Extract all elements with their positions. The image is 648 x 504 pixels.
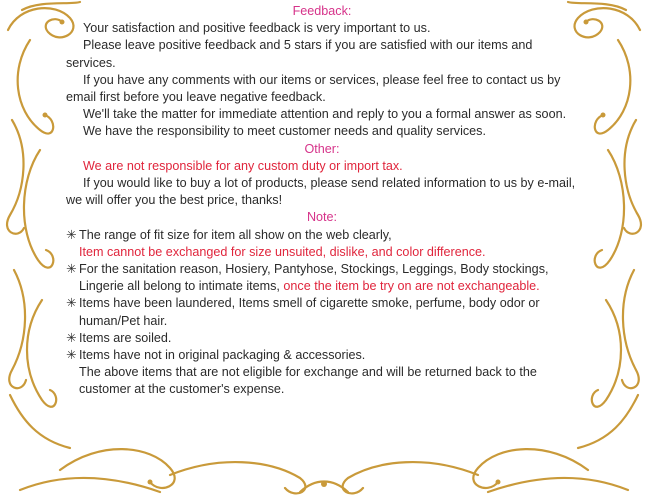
asterisk-icon: ✳	[66, 330, 77, 345]
tax-disclaimer: We are not responsible for any custom duty or import tax.	[83, 158, 403, 173]
feedback-paragraph: Your satisfaction and positive feedback is very important to us.	[83, 21, 431, 36]
feedback-paragraph: If you have any comments with our items or services, please feel free to contact us by email first before you leave negative feedback.	[66, 72, 561, 105]
note-item-text: For the sanitation reason, Hosiery, Pantyhose, Stockings, Leggings, Body stockings, Lingerie all belong to intimate items,	[79, 262, 549, 294]
note-item-text: Items have been laundered, Items smell of cigarette smoke, perfume, body odor or human/Pet hair.	[79, 296, 540, 328]
note-item-text: The range of fit size for item all show on the web clearly,	[79, 227, 392, 242]
feedback-paragraph: We'll take the matter for immediate attention and reply to you a formal answer as soon.	[83, 107, 567, 122]
feedback-paragraph: Please leave positive feedback and 5 stars if you are satisfied with our items and services.	[66, 38, 533, 70]
note-item-text: Items are soiled.	[79, 330, 172, 345]
note-item	[66, 261, 578, 295]
asterisk-icon: ✳	[66, 348, 77, 363]
note-item-warning: Item cannot be exchanged for size unsuited, dislike, and color difference.	[79, 244, 486, 259]
asterisk-icon: ✳	[66, 296, 77, 311]
policy-text	[66, 3, 578, 399]
note-item	[66, 330, 578, 347]
feedback-heading: Feedback:	[292, 4, 352, 18]
note-item	[66, 295, 578, 329]
note-heading: Note:	[306, 210, 338, 225]
other-paragraph: we will offer you the best price, thanks!	[66, 193, 283, 208]
note-item	[66, 227, 578, 244]
asterisk-icon: ✳	[66, 262, 77, 277]
note-item-warning: once the item be try on are not exchangeable.	[283, 279, 540, 294]
asterisk-icon: ✳	[66, 227, 77, 242]
note-footer: The above items that are not eligible for exchange and will be returned back to the customer at the customer's expense.	[79, 365, 537, 397]
other-paragraph: If you would like to buy a lot of products, please send related information to us by e-mail,	[83, 176, 576, 191]
feedback-paragraph: We have the responsibility to meet customer needs and quality services.	[83, 124, 486, 139]
other-heading: Other:	[304, 141, 340, 156]
note-item-text: Items have not in original packaging & accessories.	[79, 348, 366, 363]
note-item	[66, 347, 578, 364]
